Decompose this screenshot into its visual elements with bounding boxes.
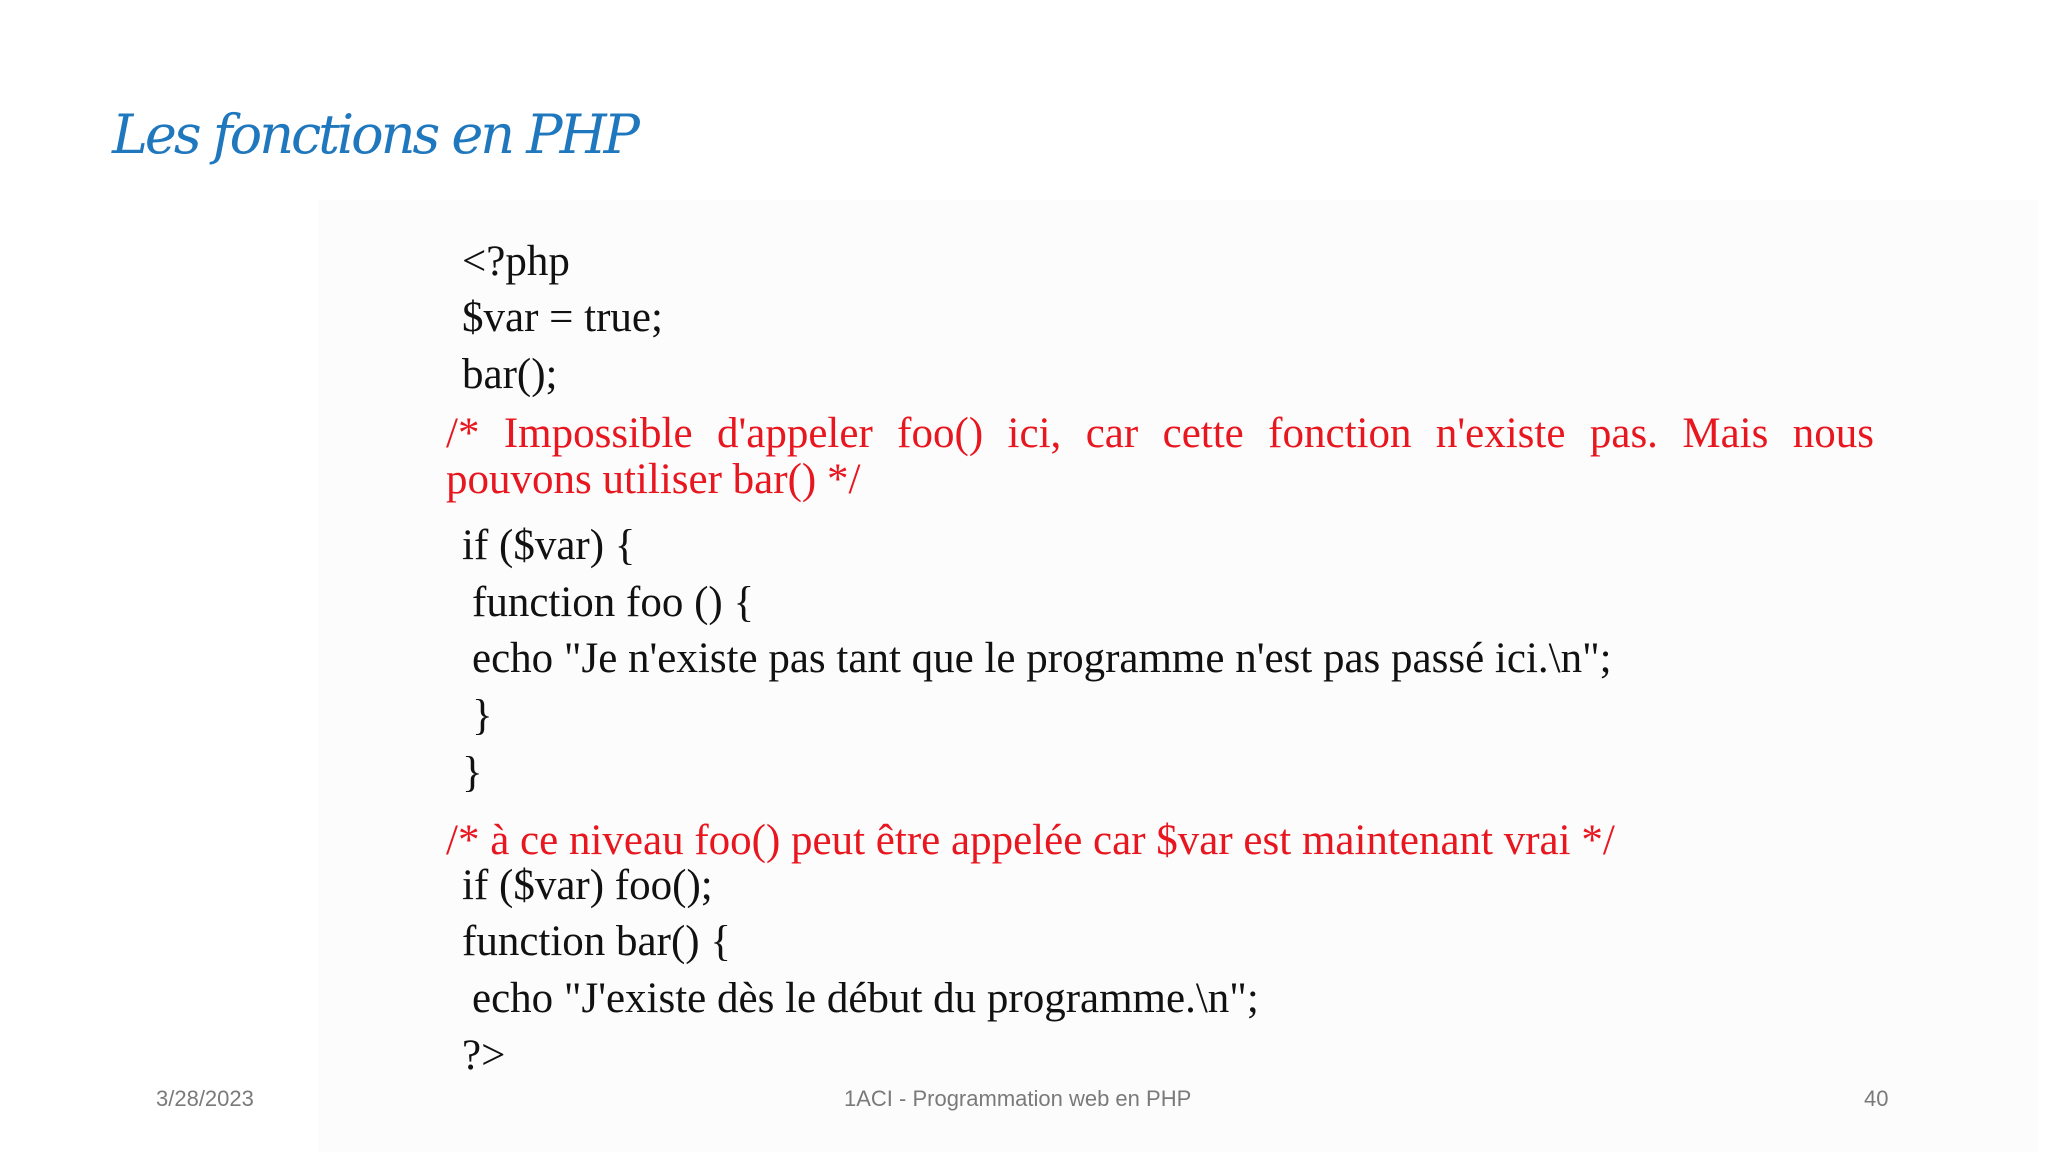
footer-title: 1ACI - Programmation web en PHP: [844, 1086, 1192, 1111]
code-line-function-foo: function foo () {: [472, 579, 755, 626]
code-line-if-foo-call: if ($var) foo();: [462, 862, 713, 909]
code-line-php-open: <?php: [462, 238, 570, 285]
code-comment-foo-callable: [446, 819, 1615, 862]
slide-title: Les fonctions en PHP: [112, 103, 638, 166]
code-line-echo-bar: echo "J'existe dès le début du programme.\n";: [472, 975, 1259, 1022]
code-line-function-bar: function bar() {: [462, 918, 731, 965]
code-line-close-brace-outer: }: [462, 749, 483, 796]
code-line-close-brace-inner: }: [472, 692, 493, 739]
code-comment-impossible: [446, 412, 1874, 501]
comment-line-2: pouvons utiliser bar() */: [446, 456, 861, 503]
code-line-if-open: if ($var) {: [462, 522, 636, 569]
code-line-var-assign: $var = true;: [462, 294, 663, 341]
comment-line-1: /* Impossible d'appeler foo() ici, car cette fonction n'existe pas. Mais nous: [446, 410, 1874, 457]
comment-line-3: /* à ce niveau foo() peut être appelée car $var est maintenant vrai */: [446, 817, 1615, 864]
footer-page-number: 40: [1864, 1086, 1889, 1111]
code-line-echo-foo: echo "Je n'existe pas tant que le programme n'est pas passé ici.\n";: [472, 635, 1612, 682]
code-line-bar-call: bar();: [462, 351, 558, 398]
code-line-php-close: ?>: [462, 1032, 506, 1079]
footer-date: 3/28/2023: [156, 1086, 254, 1111]
